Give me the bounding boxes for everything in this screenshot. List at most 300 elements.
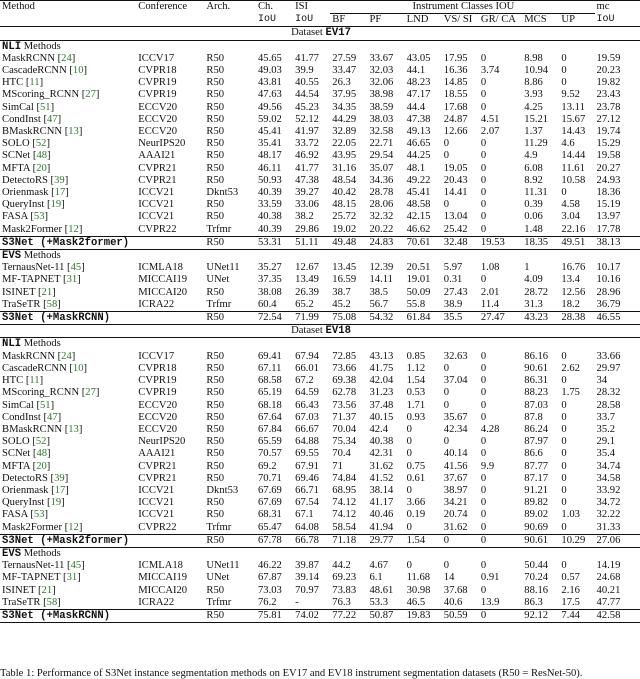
- value-cell: 46.65: [406, 138, 431, 150]
- method-header: Method: [2, 1, 35, 13]
- value-cell: 0: [443, 399, 450, 411]
- table-row: [0, 387, 640, 399]
- conference-cell: AAAI21: [138, 150, 176, 162]
- value-cell: 0: [561, 77, 567, 89]
- value-cell: 42.34: [443, 423, 468, 435]
- conference-cell: CVPR19: [138, 375, 177, 387]
- method-cell: ISINET [21]: [2, 286, 56, 298]
- value-cell: 64.08: [295, 521, 319, 533]
- value-cell: 74.12: [332, 509, 357, 521]
- dataset-label: [0, 325, 640, 338]
- value-cell: 56.7: [369, 298, 388, 310]
- citation-link[interactable]: 58: [46, 596, 58, 608]
- dataset-label: [0, 27, 640, 40]
- value-cell: 27.12: [596, 113, 621, 125]
- value-cell: 53.31: [257, 236, 282, 248]
- value-cell: 1.75: [561, 387, 580, 399]
- value-cell: 11.4: [480, 298, 500, 310]
- value-cell: 0.31: [443, 274, 463, 286]
- value-cell: 69.23: [332, 572, 357, 584]
- method-name: CascadeRCNN: [2, 65, 67, 77]
- citation-link[interactable]: 20: [36, 162, 47, 174]
- value-cell: 35.4: [596, 448, 616, 460]
- value-cell: 0: [406, 448, 412, 460]
- value-cell: 62.78: [332, 387, 357, 399]
- conference-cell: ICCV21: [138, 497, 175, 509]
- value-cell: 0: [406, 484, 412, 496]
- value-cell: 41.56: [443, 460, 468, 472]
- mc-iou-sub: IoU: [596, 13, 615, 25]
- value-cell: 50.87: [369, 609, 394, 621]
- value-cell: 47.38: [295, 174, 319, 186]
- conference-cell: CVPR22: [138, 521, 177, 533]
- citation-link[interactable]: 52: [35, 138, 47, 150]
- value-cell: 75.34: [332, 436, 357, 448]
- value-cell: 12.56: [561, 286, 586, 298]
- value-cell: 67.11: [257, 362, 282, 374]
- conference-cell: ICRA22: [138, 298, 175, 310]
- value-cell: 66.01: [295, 362, 319, 374]
- method-cell: [0, 609, 136, 622]
- value-cell: 53.3: [369, 596, 388, 608]
- conference-cell: CVPR21: [138, 174, 177, 186]
- table-row: [0, 534, 640, 547]
- value-cell: 0: [480, 472, 487, 484]
- method-cell: TraSeTR [58]: [2, 298, 61, 310]
- value-cell: 65.19: [257, 387, 282, 399]
- value-cell: 87.03: [524, 399, 549, 411]
- value-cell: 69.46: [295, 472, 319, 484]
- arch-cell: R50: [206, 609, 225, 621]
- table-row: [0, 609, 640, 622]
- value-cell: 0: [480, 387, 487, 399]
- conference-cell: CVPR22: [138, 223, 177, 235]
- value-cell: 1.54: [406, 375, 426, 387]
- value-cell: 87.17: [524, 472, 549, 484]
- value-cell: 30.98: [406, 584, 431, 596]
- value-cell: 0: [561, 436, 567, 448]
- value-cell: 43.13: [369, 350, 394, 362]
- value-cell: 19.53: [480, 236, 505, 248]
- method-name: SCNet: [2, 448, 31, 460]
- value-cell: 67.78: [257, 534, 282, 546]
- value-cell: 86.16: [524, 350, 549, 362]
- value-cell: 17.78: [596, 223, 621, 235]
- value-cell: 47.38: [406, 113, 431, 125]
- value-cell: 31.23: [369, 387, 394, 399]
- arch-cell: R50: [206, 52, 225, 64]
- value-cell: 50.44: [524, 560, 549, 572]
- value-cell: 0: [561, 399, 567, 411]
- value-cell: 43.23: [524, 312, 549, 324]
- conference-cell: ECCV20: [138, 126, 178, 138]
- value-cell: 0: [480, 150, 487, 162]
- value-cell: 48.58: [406, 199, 431, 211]
- table-row: [0, 77, 640, 89]
- method-name: ISINET: [2, 584, 36, 596]
- citation-link[interactable]: 12: [68, 521, 79, 533]
- method-name: MF-TAPNET: [2, 274, 61, 286]
- citation-link[interactable]: 52: [35, 436, 47, 448]
- value-cell: 0: [561, 187, 567, 199]
- table-row: [0, 572, 640, 584]
- value-cell: 25.72: [332, 211, 357, 223]
- dataset-word: Dataset: [291, 27, 323, 39]
- isi-iou-header: ISI: [295, 1, 309, 13]
- method-cell: TernausNet-11 [45]: [2, 262, 85, 274]
- value-cell: 0: [443, 436, 450, 448]
- arch-cell: R50: [206, 460, 225, 472]
- value-cell: 71.99: [295, 312, 319, 324]
- citation-link[interactable]: 11: [29, 375, 40, 387]
- value-cell: 37.04: [443, 375, 468, 387]
- value-cell: 0: [480, 609, 487, 621]
- value-cell: 28.58: [596, 399, 621, 411]
- value-cell: 13.9: [480, 596, 500, 608]
- value-cell: 0: [443, 150, 450, 162]
- method-cell: [0, 312, 136, 325]
- value-cell: 13.04: [443, 211, 468, 223]
- method-name: Orienmask: [2, 187, 49, 199]
- value-cell: 72.54: [257, 312, 282, 324]
- citation-link[interactable]: 20: [36, 460, 47, 472]
- table-row: [0, 150, 640, 162]
- value-cell: 34.72: [596, 497, 621, 509]
- value-cell: 43.05: [406, 52, 431, 64]
- value-cell: 3.66: [406, 497, 426, 509]
- citation-link[interactable]: 13: [68, 126, 79, 138]
- citation-link[interactable]: 51: [39, 399, 51, 411]
- value-cell: 49.51: [561, 236, 586, 248]
- value-cell: 67.03: [295, 411, 319, 423]
- arch-cell: Dknt53: [206, 484, 239, 496]
- value-cell: 37.95: [332, 89, 357, 101]
- value-cell: 2.62: [561, 362, 580, 374]
- arch-cell: UNet11: [206, 560, 240, 572]
- class-header-gr-ca: GR/ CA: [480, 14, 516, 26]
- header-row-1: [0, 1, 640, 14]
- value-cell: 28.32: [596, 387, 621, 399]
- conference-cell: MICCAI20: [138, 286, 188, 298]
- value-cell: 65.59: [257, 436, 282, 448]
- value-cell: 0: [480, 584, 487, 596]
- value-cell: 18.2: [561, 298, 580, 310]
- conference-cell: ICCV17: [138, 350, 175, 362]
- value-cell: 46.11: [257, 162, 282, 174]
- value-cell: 2.07: [480, 126, 500, 138]
- value-cell: 43.81: [257, 77, 282, 89]
- value-cell: 10.17: [596, 262, 621, 274]
- value-cell: 0.91: [480, 572, 500, 584]
- value-cell: 48.1: [406, 162, 426, 174]
- value-cell: 38.08: [257, 286, 282, 298]
- conference-cell: ECCV20: [138, 399, 178, 411]
- arch-cell: R50: [206, 150, 225, 162]
- arch-cell: Dknt53: [206, 187, 239, 199]
- value-cell: 37.35: [257, 274, 282, 286]
- citation-link[interactable]: 17: [54, 187, 66, 199]
- table-row: [0, 299, 640, 312]
- citation-link[interactable]: 58: [46, 298, 58, 310]
- value-cell: 11.68: [406, 572, 431, 584]
- method-name: S3Net (+Mask2former): [2, 236, 130, 249]
- citation-link[interactable]: 48: [36, 448, 48, 460]
- value-cell: 88.23: [524, 387, 549, 399]
- value-cell: 64.88: [295, 436, 319, 448]
- dataset-name: EV17: [325, 27, 351, 40]
- ch-iou-header: Ch.: [257, 1, 273, 13]
- value-cell: 72.85: [332, 350, 357, 362]
- value-cell: 69.38: [332, 375, 357, 387]
- value-cell: 27.43: [443, 286, 468, 298]
- method-name: CondInst: [2, 113, 41, 125]
- method-name: FASA: [2, 509, 28, 521]
- citation-link[interactable]: 31: [66, 572, 78, 584]
- conference-cell: NeurIPS20: [138, 436, 186, 448]
- method-cell: MaskRCNN [24]: [2, 350, 76, 362]
- method-cell: SOLO [52]: [2, 436, 50, 448]
- citation-link[interactable]: 47: [47, 113, 58, 125]
- value-cell: 0.19: [406, 509, 426, 521]
- arch-cell: R50: [206, 534, 225, 546]
- conference-cell: [136, 236, 204, 249]
- value-cell: 28.72: [524, 286, 549, 298]
- value-cell: 38.03: [369, 113, 394, 125]
- value-cell: 35.5: [443, 312, 463, 324]
- value-cell: 41.77: [295, 162, 319, 174]
- value-cell: 11.29: [524, 138, 548, 150]
- method-cell: MScoring_RCNN [27]: [2, 89, 100, 101]
- value-cell: 49.48: [332, 236, 357, 248]
- table-row: [0, 312, 640, 325]
- group-suffix: Methods: [21, 250, 61, 262]
- arch-cell: Trfmr: [206, 596, 232, 608]
- table-row: [0, 363, 640, 375]
- value-cell: 17.5: [561, 596, 580, 608]
- value-cell: 0: [480, 89, 487, 101]
- arch-cell: R50: [206, 211, 225, 223]
- table-row: [0, 509, 640, 521]
- citation-link[interactable]: 39: [54, 472, 65, 484]
- method-name: MScoring_RCNN: [2, 387, 80, 399]
- arch-cell: R50: [206, 138, 225, 150]
- arch-cell: UNet: [206, 274, 230, 286]
- citation-link[interactable]: 19: [50, 199, 62, 211]
- value-cell: 9.52: [561, 89, 580, 101]
- value-cell: 49.22: [406, 174, 431, 186]
- value-cell: 68.18: [257, 399, 282, 411]
- value-cell: 35.67: [443, 411, 468, 423]
- arch-cell: R50: [206, 448, 225, 460]
- method-cell: DetectoRS [39]: [2, 472, 69, 484]
- citation-link[interactable]: 10: [72, 65, 84, 77]
- class-header-up: UP: [561, 14, 575, 26]
- value-cell: 46.55: [596, 312, 621, 324]
- value-cell: 33.72: [295, 138, 319, 150]
- citation-link[interactable]: 45: [70, 262, 82, 274]
- value-cell: 26.3: [332, 77, 351, 89]
- value-cell: 9.9: [480, 460, 495, 472]
- table-row: [0, 287, 640, 299]
- value-cell: 16.76: [561, 262, 586, 274]
- value-cell: 7.44: [561, 609, 580, 621]
- value-cell: 38.59: [369, 101, 394, 113]
- value-cell: 66.43: [295, 399, 319, 411]
- value-cell: 28.06: [369, 199, 394, 211]
- value-cell: 0: [561, 52, 567, 64]
- citation-link[interactable]: 12: [68, 223, 79, 235]
- method-name: CascadeRCNN: [2, 362, 67, 374]
- value-cell: 67.91: [295, 460, 319, 472]
- value-cell: 61.84: [406, 312, 431, 324]
- value-cell: 0: [561, 521, 567, 533]
- table-row: [0, 175, 640, 187]
- value-cell: 46.92: [295, 150, 319, 162]
- method-name: MF-TAPNET: [2, 572, 61, 584]
- method-name: DetectoRS: [2, 174, 48, 186]
- citation-link[interactable]: 53: [33, 211, 45, 223]
- value-cell: 0: [561, 448, 567, 460]
- citation-link[interactable]: 17: [54, 484, 66, 496]
- value-cell: 1.48: [524, 223, 543, 235]
- value-cell: 12.39: [369, 262, 394, 274]
- class-header-bf: BF: [332, 14, 346, 26]
- value-cell: 67.1: [295, 509, 314, 521]
- value-cell: 46.22: [257, 560, 282, 572]
- method-cell: MFTA [20]: [2, 460, 51, 472]
- value-cell: 0.93: [406, 411, 426, 423]
- citation-link[interactable]: 53: [33, 509, 45, 521]
- value-cell: 5.97: [443, 262, 463, 274]
- value-cell: 44.1: [406, 65, 426, 77]
- value-cell: 0.61: [406, 472, 426, 484]
- citation-link[interactable]: 48: [36, 150, 48, 162]
- value-cell: 71: [332, 460, 343, 472]
- citation-link[interactable]: 24: [61, 52, 72, 64]
- value-cell: 19.02: [332, 223, 357, 235]
- citation-link[interactable]: 27: [85, 387, 96, 399]
- value-cell: 3.04: [561, 211, 580, 223]
- method-cell: MScoring_RCNN [27]: [2, 387, 100, 399]
- value-cell: 40.46: [369, 509, 394, 521]
- value-cell: 32.89: [332, 126, 357, 138]
- value-cell: 58.54: [332, 521, 357, 533]
- value-cell: 0.53: [406, 387, 426, 399]
- table-row: [0, 262, 640, 274]
- value-cell: 69.2: [257, 460, 277, 472]
- value-cell: 0: [480, 362, 487, 374]
- citation-link[interactable]: 19: [50, 497, 62, 509]
- citation-link[interactable]: 13: [68, 423, 79, 435]
- value-cell: 34.35: [332, 101, 357, 113]
- value-cell: 40.21: [596, 584, 621, 596]
- group-suffix: Methods: [21, 547, 61, 559]
- table-row: [0, 400, 640, 412]
- citation-link[interactable]: 27: [85, 89, 96, 101]
- value-cell: 41.97: [295, 126, 319, 138]
- value-cell: 87.77: [524, 460, 549, 472]
- value-cell: 65.2: [295, 298, 314, 310]
- value-cell: 0.06: [524, 211, 543, 223]
- method-cell: SCNet [48]: [2, 448, 51, 460]
- value-cell: 40.55: [295, 77, 319, 89]
- value-cell: 52.12: [295, 113, 319, 125]
- value-cell: 40.6: [443, 596, 463, 608]
- value-cell: 39.27: [295, 187, 319, 199]
- method-name: BMaskRCNN: [2, 423, 63, 435]
- value-cell: 0: [561, 411, 567, 423]
- conference-cell: ECCV20: [138, 113, 178, 125]
- value-cell: 60.4: [257, 298, 277, 310]
- method-name: Mask2Former: [2, 223, 63, 235]
- citation-link[interactable]: 51: [39, 101, 51, 113]
- arch-cell: Trfmr: [206, 223, 232, 235]
- arch-cell: R50: [206, 101, 225, 113]
- value-cell: 67.54: [295, 497, 319, 509]
- value-cell: 66.78: [295, 534, 319, 546]
- method-name: MFTA: [2, 460, 30, 472]
- conference-cell: CVPR21: [138, 472, 177, 484]
- value-cell: 19.74: [596, 126, 621, 138]
- value-cell: 31.62: [369, 460, 394, 472]
- conference-header: Conference: [138, 1, 188, 13]
- arch-cell: R50: [206, 113, 225, 125]
- method-name: SOLO: [2, 436, 30, 448]
- value-cell: 0: [480, 174, 487, 186]
- citation-link[interactable]: 31: [66, 274, 78, 286]
- value-cell: 0: [443, 138, 450, 150]
- citation-link[interactable]: 47: [47, 411, 58, 423]
- citation-link[interactable]: 21: [41, 584, 53, 596]
- value-cell: 23.43: [596, 89, 621, 101]
- value-cell: 0: [480, 162, 487, 174]
- table-row: [0, 224, 640, 237]
- value-cell: 67.87: [257, 572, 282, 584]
- citation-link[interactable]: 45: [70, 560, 82, 572]
- arch-cell: R50: [206, 584, 225, 596]
- value-cell: 0: [480, 521, 487, 533]
- value-cell: 22.05: [332, 138, 357, 150]
- method-cell: BMaskRCNN [13]: [2, 126, 83, 138]
- value-cell: 70.61: [406, 236, 431, 248]
- value-cell: 11.31: [524, 187, 548, 199]
- value-cell: 0: [561, 497, 567, 509]
- citation-link[interactable]: 10: [72, 362, 84, 374]
- method-cell: SimCal [51]: [2, 101, 55, 113]
- citation-link[interactable]: 21: [41, 286, 53, 298]
- conference-cell: ECCV20: [138, 101, 178, 113]
- value-cell: 18.36: [596, 187, 621, 199]
- citation-link[interactable]: 11: [29, 77, 40, 89]
- citation-link[interactable]: 24: [61, 350, 72, 362]
- value-cell: 0: [480, 509, 487, 521]
- value-cell: 86.3: [524, 596, 543, 608]
- value-cell: 42.04: [369, 375, 394, 387]
- table-row: [0, 211, 640, 223]
- citation-link[interactable]: 39: [54, 174, 65, 186]
- conference-cell: MICCAI20: [138, 584, 188, 596]
- conference-cell: NeurIPS20: [138, 138, 186, 150]
- value-cell: 87.8: [524, 411, 543, 423]
- arch-cell: R50: [206, 472, 225, 484]
- value-cell: 0: [480, 399, 487, 411]
- value-cell: 75.08: [332, 312, 357, 324]
- value-cell: 50.09: [406, 286, 431, 298]
- method-cell: Mask2Former [12]: [2, 223, 83, 235]
- value-cell: 32.32: [369, 211, 394, 223]
- value-cell: 37.68: [443, 584, 468, 596]
- value-cell: 19.05: [443, 162, 468, 174]
